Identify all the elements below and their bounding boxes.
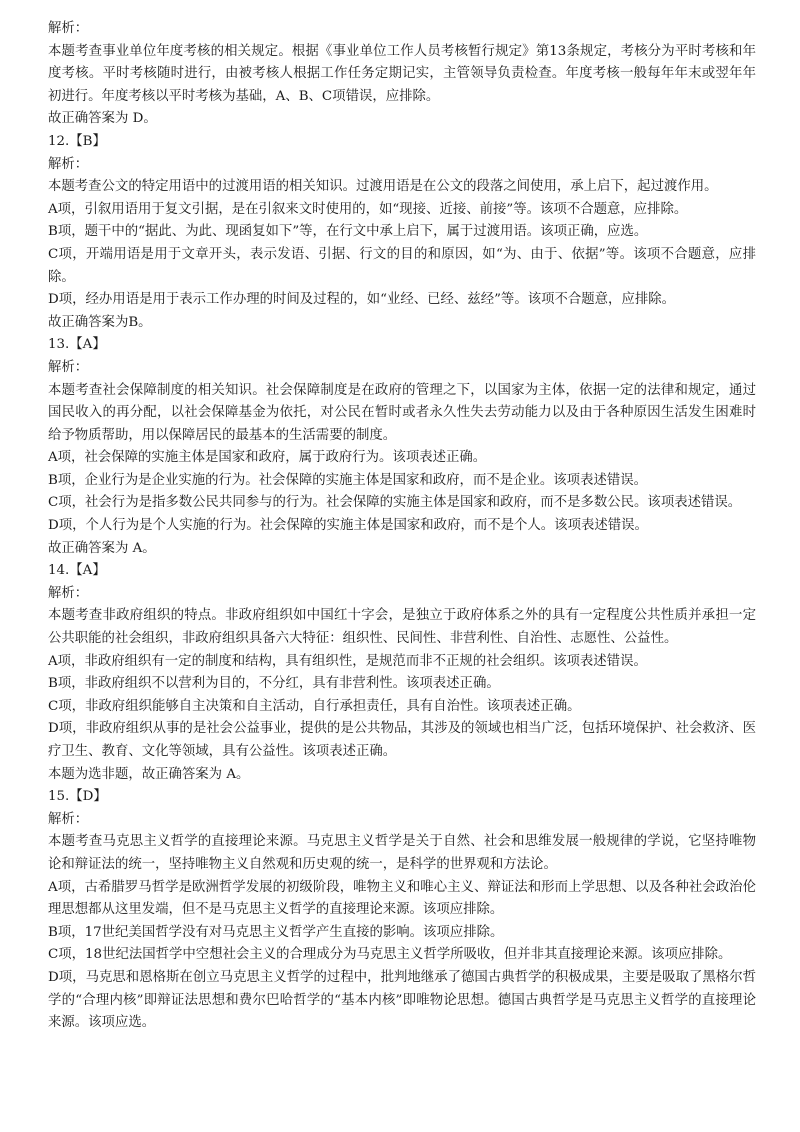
text-line: 本题考查公文的特定用语中的过渡用语的相关知识。过渡用语是在公文的段落之间使用，承上启下，起过渡作用。 <box>48 179 718 195</box>
question-heading: 15.【D】 <box>48 789 107 805</box>
text-line: 本题考查事业单位年度考核的相关规定。根据《事业单位工作人员考核暂行规定》第13条规定，考核分为平时考核和年度考核。平时考核随时进行，由被考核人根据工作任务定期记实，主管领导负责检查。年度考核一般每年年末或翌年年初进行。年度考核以平时考核为基础，A、B、C项错误，应排除。 <box>48 43 756 104</box>
text-line: 故正确答案为B。 <box>48 314 152 330</box>
text-line: A项，非政府组织有一定的制度和结构，具有组织性，是规范而非不正规的社会组织。该项表述错误。 <box>48 653 647 669</box>
text-line: A项，社会保障的实施主体是国家和政府，属于政府行为。该项表述正确。 <box>48 450 487 466</box>
text-line: C项，社会行为是指多数公民共同参与的行为。社会保障的实施主体是国家和政府，而不是多数公民。该项表述错误。 <box>48 495 742 511</box>
text-line: 解析： <box>48 21 89 36</box>
text-line: 解析： <box>48 359 89 375</box>
text-line: 故正确答案为 D。 <box>48 111 157 127</box>
text-line: D项，个人行为是个人实施的行为。社会保障的实施主体是国家和政府，而不是个人。该项表述错误。 <box>48 518 648 534</box>
text-line: A项，引叙用语用于复文引据，是在引叙来文时使用的，如“现接、近接、前接”等。该项不合题意，应排除。 <box>48 201 688 217</box>
text-line: B项，题干中的“据此、为此、现函复如下”等，在行文中承上启下，属于过渡用语。该项正确，应选。 <box>48 224 648 240</box>
text-line: A项，古希腊罗马哲学是欧洲哲学发展的初级阶段，唯物主义和唯心主义、辩证法和形而上学思想、以及各种社会政治伦理思想都从这里发端，但不是马克思主义哲学的直接理论来源。该项应排除。 <box>48 879 756 918</box>
text-line: B项，非政府组织不以营利为目的，不分红，具有非营利性。该项表述正确。 <box>48 676 500 692</box>
text-line: C项，开端用语是用于文章开头，表示发语、引据、行文的目的和原因，如“为、由于、依据”等。该项不合题意，应排除。 <box>48 246 756 285</box>
text-line: D项，经办用语是用于表示工作办理的时间及过程的，如“业经、已经、兹经”等。该项不合题意，应排除。 <box>48 292 676 308</box>
question-heading: 13.【A】 <box>48 337 106 353</box>
text-line: 解析： <box>48 156 89 172</box>
text-line: 本题为选非题，故正确答案为 A。 <box>48 766 250 782</box>
question-heading: 14.【A】 <box>48 563 106 579</box>
question-heading: 12.【B】 <box>48 133 106 149</box>
text-line: D项，马克思和恩格斯在创立马克思主义哲学的过程中，批判地继承了德国古典哲学的积极成果，主要是吸取了黑格尔哲学的“合理内核”即辩证法思想和费尔巴哈哲学的“基本内核”即唯物论思想。德国古典哲学是马克思主义哲学的直接理论来源。该项应选。 <box>48 969 756 1031</box>
text-line: 故正确答案为 A。 <box>48 540 156 556</box>
document-body <box>48 18 756 1035</box>
text-line: C项，18世纪法国哲学中空想社会主义的合理成分为马克思主义哲学所吸收，但并非其直接理论来源。该项应排除。 <box>48 947 732 963</box>
text-line: C项，非政府组织能够自主决策和自主活动，自行承担责任，具有自治性。该项表述正确。 <box>48 698 581 714</box>
text-line: 解析： <box>48 585 89 601</box>
text-line: 本题考查非政府组织的特点。非政府组织如中国红十字会，是独立于政府体系之外的具有一定程度公共性质并承担一定公共职能的社会组织，非政府组织具备六大特征：组织性、民间性、非营利性、自治性、志愿性、公益性。 <box>48 608 756 647</box>
text-line: 本题考查马克思主义哲学的直接理论来源。马克思主义哲学是关于自然、社会和思维发展一般规律的学说，它坚持唯物论和辩证法的统一，坚持唯物主义自然观和历史观的统一，是科学的世界观和方法论。 <box>48 834 756 872</box>
text-line: B项，企业行为是企业实施的行为。社会保障的实施主体是国家和政府，而不是企业。该项表述错误。 <box>48 472 648 488</box>
text-line: B项，17世纪美国哲学没有对马克思主义哲学产生直接的影响。该项应排除。 <box>48 924 504 940</box>
text-line: D项，非政府组织从事的是社会公益事业，提供的是公共物品，其涉及的领域也相当广泛，包括环境保护、社会救济、医疗卫生、教育、文化等领域，具有公益性。该项表述正确。 <box>48 721 756 759</box>
text-line: 解析： <box>48 811 89 827</box>
text-line: 本题考查社会保障制度的相关知识。社会保障制度是在政府的管理之下，以国家为主体，依据一定的法律和规定，通过国民收入的再分配，以社会保障基金为依托，对公民在暂时或者永久性失去劳动能力以及由于各种原因生活发生困难时给予物质帮助，用以保障居民的最基本的生活需要的制度。 <box>48 382 756 443</box>
